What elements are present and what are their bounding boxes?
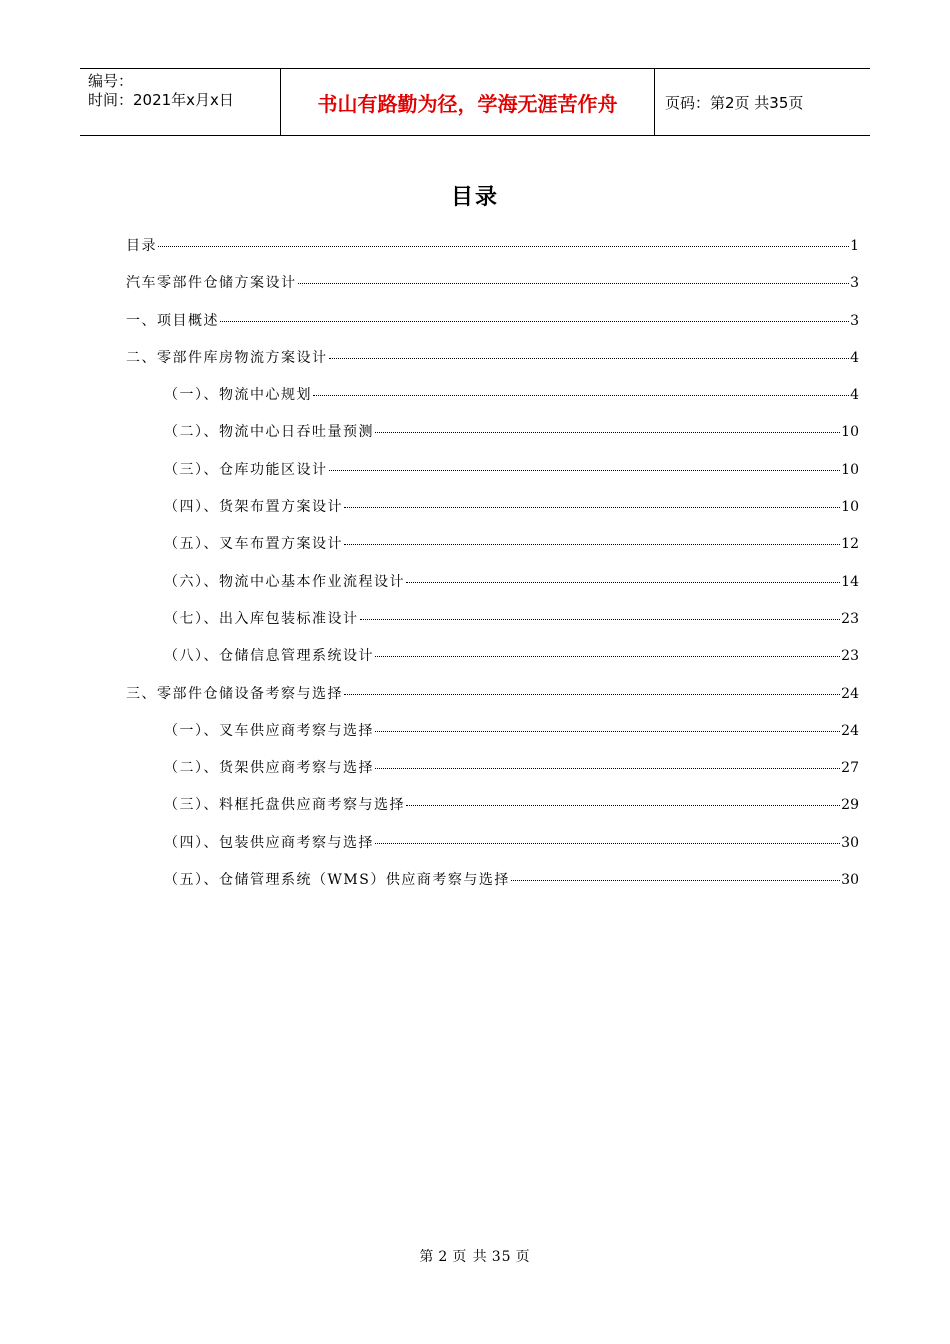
toc-dot-leader <box>375 768 840 769</box>
toc-entry-page: 30 <box>841 872 859 889</box>
table-of-contents <box>126 235 859 906</box>
toc-entry-text: 目录 <box>126 238 157 254</box>
toc-entry[interactable] <box>126 459 859 496</box>
toc-dot-leader <box>375 731 840 732</box>
toc-entry-page: 27 <box>841 760 859 777</box>
toc-entry-page: 3 <box>850 312 859 329</box>
toc-dot-leader <box>220 321 849 322</box>
toc-entry-text: （一）、叉车供应商考察与选择 <box>164 722 374 739</box>
toc-dot-leader <box>375 656 840 657</box>
toc-entry[interactable] <box>126 720 859 757</box>
toc-entry[interactable] <box>126 794 859 831</box>
toc-entry-page: 10 <box>841 461 859 478</box>
toc-entry-page: 24 <box>841 685 859 702</box>
toc-entry-page: 10 <box>841 424 859 441</box>
header-date-label: 时间：2021年x月x日 <box>88 91 234 109</box>
toc-entry[interactable] <box>126 645 859 682</box>
footer-prefix: 第 <box>419 1249 435 1265</box>
toc-dot-leader <box>313 395 849 396</box>
toc-entry[interactable] <box>126 832 859 869</box>
toc-entry-text: （五）、仓储管理系统（WMS）供应商考察与选择 <box>164 872 510 889</box>
toc-entry[interactable] <box>126 421 859 458</box>
footer-suffix: 页 <box>515 1249 531 1265</box>
toc-dot-leader <box>375 432 840 433</box>
toc-dot-leader <box>298 283 850 284</box>
toc-entry-text: （四）、货架布置方案设计 <box>164 499 343 516</box>
toc-entry-text: 汽车零部件仓储方案设计 <box>126 275 297 292</box>
toc-dot-leader <box>344 544 840 545</box>
footer-mid: 页 共 <box>452 1249 488 1265</box>
toc-entry-page: 4 <box>850 349 859 366</box>
toc-entry-page: 24 <box>841 722 859 739</box>
toc-entry[interactable] <box>126 384 859 421</box>
toc-entry-page: 23 <box>841 648 859 665</box>
footer-total-pages: 35 <box>491 1249 512 1265</box>
toc-entry[interactable] <box>126 496 859 533</box>
toc-dot-leader <box>511 880 840 881</box>
toc-entry-page: 10 <box>841 499 859 516</box>
toc-entry-text: 三、零部件仓储设备考察与选择 <box>126 685 343 702</box>
toc-entry[interactable] <box>126 272 859 309</box>
toc-entry[interactable] <box>126 683 859 720</box>
toc-entry-text: （八）、仓储信息管理系统设计 <box>164 648 374 665</box>
page-header <box>80 68 870 136</box>
header-number-label: 编号： <box>88 72 134 90</box>
toc-dot-leader <box>406 582 840 583</box>
toc-entry-text: （七）、出入库包装标准设计 <box>164 610 359 627</box>
toc-dot-leader <box>360 619 841 620</box>
toc-dot-leader <box>329 470 841 471</box>
toc-entry-text: （三）、仓库功能区设计 <box>164 461 328 478</box>
toc-entry-text: （二）、货架供应商考察与选择 <box>164 760 374 777</box>
toc-entry-text: 二、零部件库房物流方案设计 <box>126 349 328 366</box>
toc-entry-text: （三）、料框托盘供应商考察与选择 <box>164 797 405 814</box>
header-motto: 书山有路勤为径，学海无涯苦作舟 <box>281 69 655 135</box>
toc-entry-page: 4 <box>850 387 859 404</box>
toc-entry-page: 29 <box>841 797 859 814</box>
toc-entry-page: 3 <box>850 275 859 292</box>
toc-dot-leader <box>375 843 840 844</box>
toc-entry-page: 12 <box>841 536 859 553</box>
toc-entry-text: （四）、包装供应商考察与选择 <box>164 834 374 851</box>
toc-entry-page: 14 <box>841 573 859 590</box>
toc-entry-text: 一、项目概述 <box>126 312 219 329</box>
toc-entry[interactable] <box>126 608 859 645</box>
toc-entry-text: （六）、物流中心基本作业流程设计 <box>164 573 405 590</box>
toc-entry[interactable] <box>126 869 859 906</box>
document-title: 目录 <box>450 185 499 210</box>
toc-entry[interactable] <box>126 571 859 608</box>
page-footer <box>0 1246 950 1266</box>
toc-entry[interactable] <box>126 235 859 272</box>
toc-dot-leader <box>329 358 850 359</box>
toc-dot-leader <box>158 246 849 247</box>
toc-dot-leader <box>406 805 840 806</box>
toc-entry[interactable] <box>126 347 859 384</box>
toc-entry-text: （二）、物流中心日吞吐量预测 <box>164 424 374 441</box>
toc-dot-leader <box>344 694 840 695</box>
toc-entry[interactable] <box>126 310 859 347</box>
header-page-info: 页码：第2页 共35页 <box>665 93 804 112</box>
toc-dot-leader <box>344 507 840 508</box>
toc-entry-page: 23 <box>841 610 859 627</box>
toc-entry[interactable] <box>126 757 859 794</box>
toc-entry-page: 30 <box>841 834 859 851</box>
header-meta <box>80 69 281 135</box>
toc-entry-text: （五）、叉车布置方案设计 <box>164 536 343 553</box>
toc-entry-page: 1 <box>850 238 859 254</box>
footer-current-page: 2 <box>438 1249 449 1265</box>
toc-entry[interactable] <box>126 533 859 570</box>
toc-entry-text: （一）、物流中心规划 <box>164 387 312 404</box>
